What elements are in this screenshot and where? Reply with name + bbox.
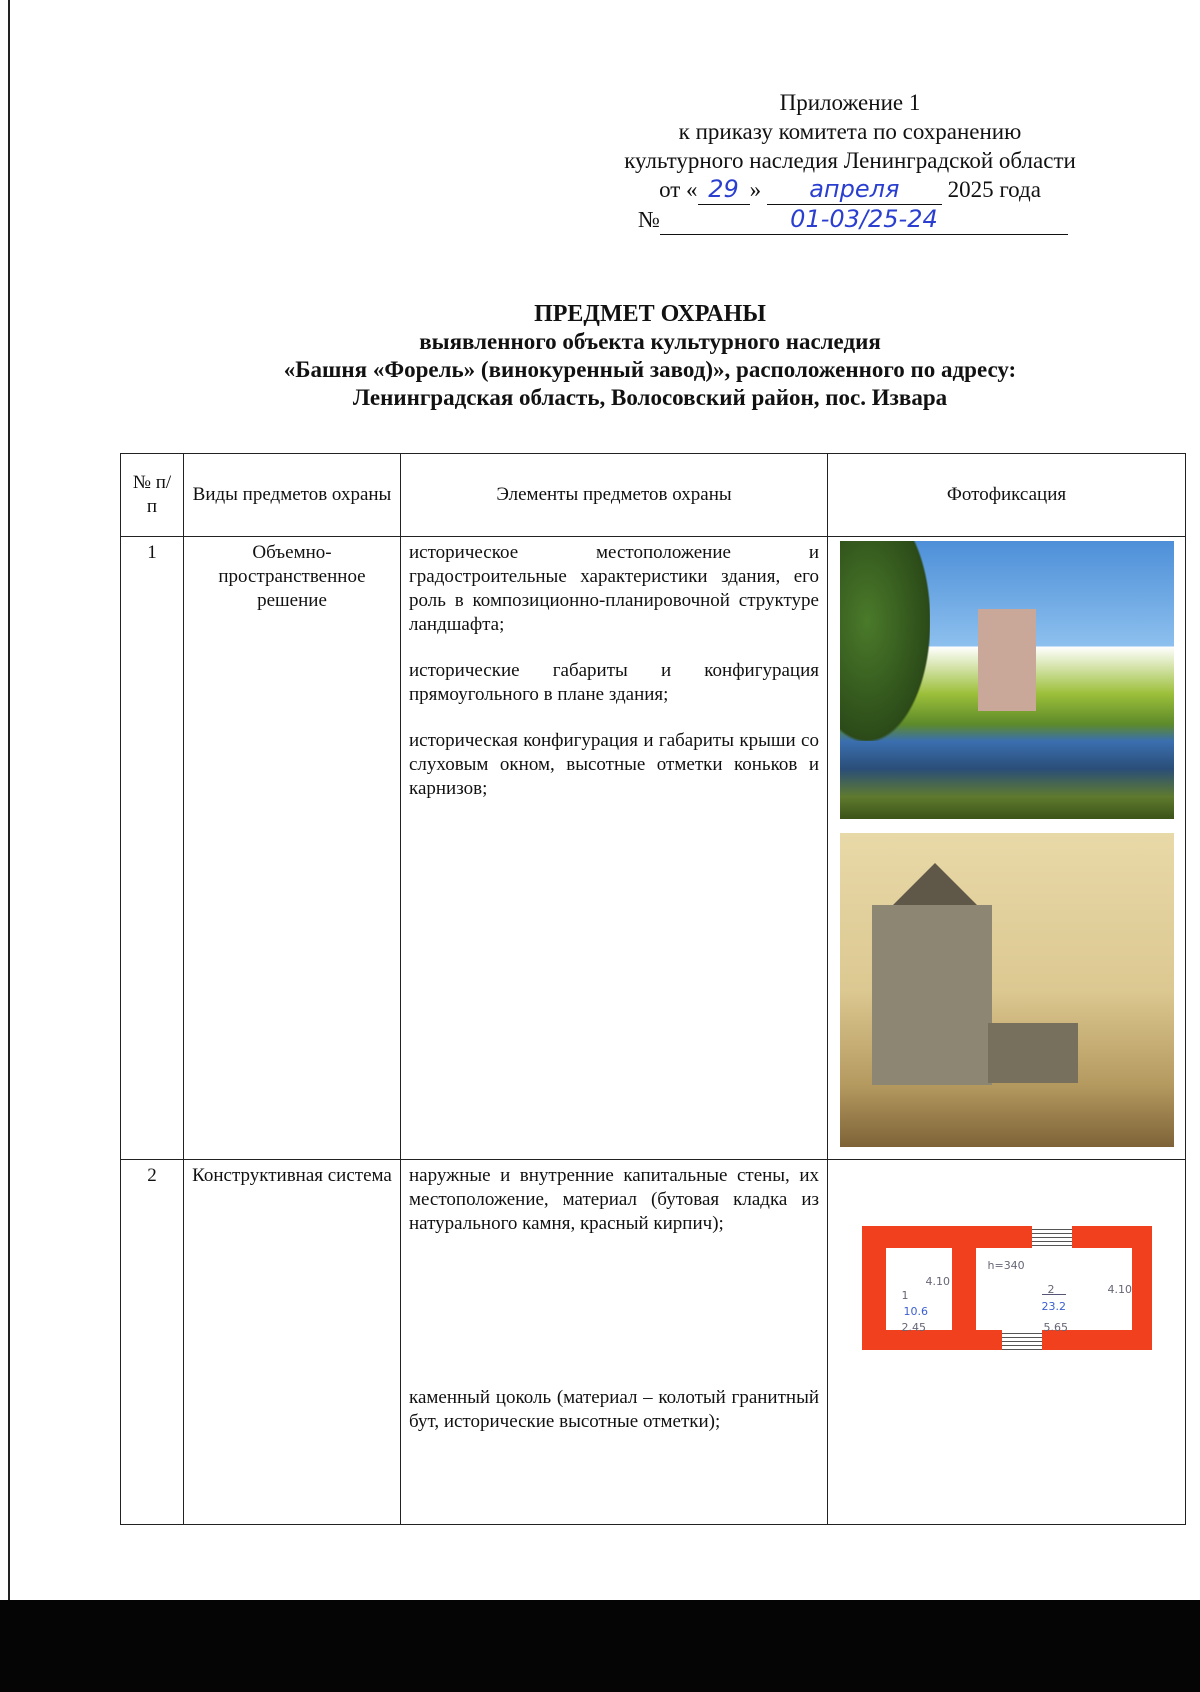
committee-line: культурного наследия Ленинградской области — [624, 148, 1076, 173]
photo-historic-tower — [840, 833, 1174, 1147]
number-line: № 01-03/25-24 — [560, 205, 1140, 235]
photo-modern-tower — [840, 541, 1174, 819]
header-num: № п/п — [121, 454, 184, 537]
scan-edge — [8, 0, 10, 1600]
header-type: Виды предметов охраны — [184, 454, 401, 537]
element-text: историческая конфигурация и габариты крыши со слуховым окном, высотные отметки коньков и карнизов; — [409, 730, 819, 799]
element-text: каменный цоколь (материал – колотый гранитный бут, исторические высотные отметки); — [409, 1387, 819, 1432]
order-line: к приказу комитета по сохранению — [678, 119, 1022, 144]
floor-plan: h=340 1 10.6 4.10 2.45 2 23.2 5.65 4.10 — [862, 1206, 1152, 1356]
element-text: наружные и внутренние капитальные стены, их местоположение, материал (бутовая кладка из натурального камня, красный кирпич); — [409, 1165, 819, 1234]
scan-bottom-border — [0, 1600, 1200, 1692]
element-text: историческое местоположение и градостроительные характеристики здания, его роль в композиционно-планировочной структуре ландшафта; — [409, 542, 819, 635]
table-header-row — [121, 454, 1186, 537]
header-photo: Фотофиксация — [828, 454, 1186, 537]
handwritten-number: 01-03/25-24 — [660, 205, 1068, 235]
element-text: исторические габариты и конфигурация прямоугольного в плане здания; — [409, 660, 819, 705]
header-elements: Элементы предметов охраны — [401, 454, 828, 537]
handwritten-month: апреля — [767, 175, 942, 205]
appendix-label: Приложение 1 — [779, 90, 921, 115]
protection-table — [120, 453, 1186, 1525]
handwritten-day: 29 — [698, 175, 750, 205]
table-row: 2 Конструктивная система наружные и внутренние капитальные стены, их местоположение, материал (бутовая кладка из натурального камня, красный кирпич); каменный цоколь (материал – колотый гранитный бут, исторические высотные отметки); h=340 1 10.6 4.10 2.45 2 23.2 5.65 4.10 — [121, 1160, 1186, 1525]
date-line: от « 29 » апреля 2025 года — [659, 175, 1041, 203]
appendix-header — [560, 88, 1140, 235]
document-title: ПРЕДМЕТ ОХРАНЫ выявленного объекта культурного наследия «Башня «Форель» (винокуренный завод)», расположенного по адресу: Ленинградская область, Волосовский район, пос. Извара — [283, 301, 1017, 410]
table-row: 1 Объемно-пространственное решение историческое местоположение и градостроительные характеристики здания, его роль в композиционно-планировочной структуре ландшафта; исторические габариты и конфигурация прямоугольного в плане здания; историческая конфигурация и габариты крыши со слуховым окном, высотные отметки коньков и карнизов; — [121, 537, 1186, 1160]
